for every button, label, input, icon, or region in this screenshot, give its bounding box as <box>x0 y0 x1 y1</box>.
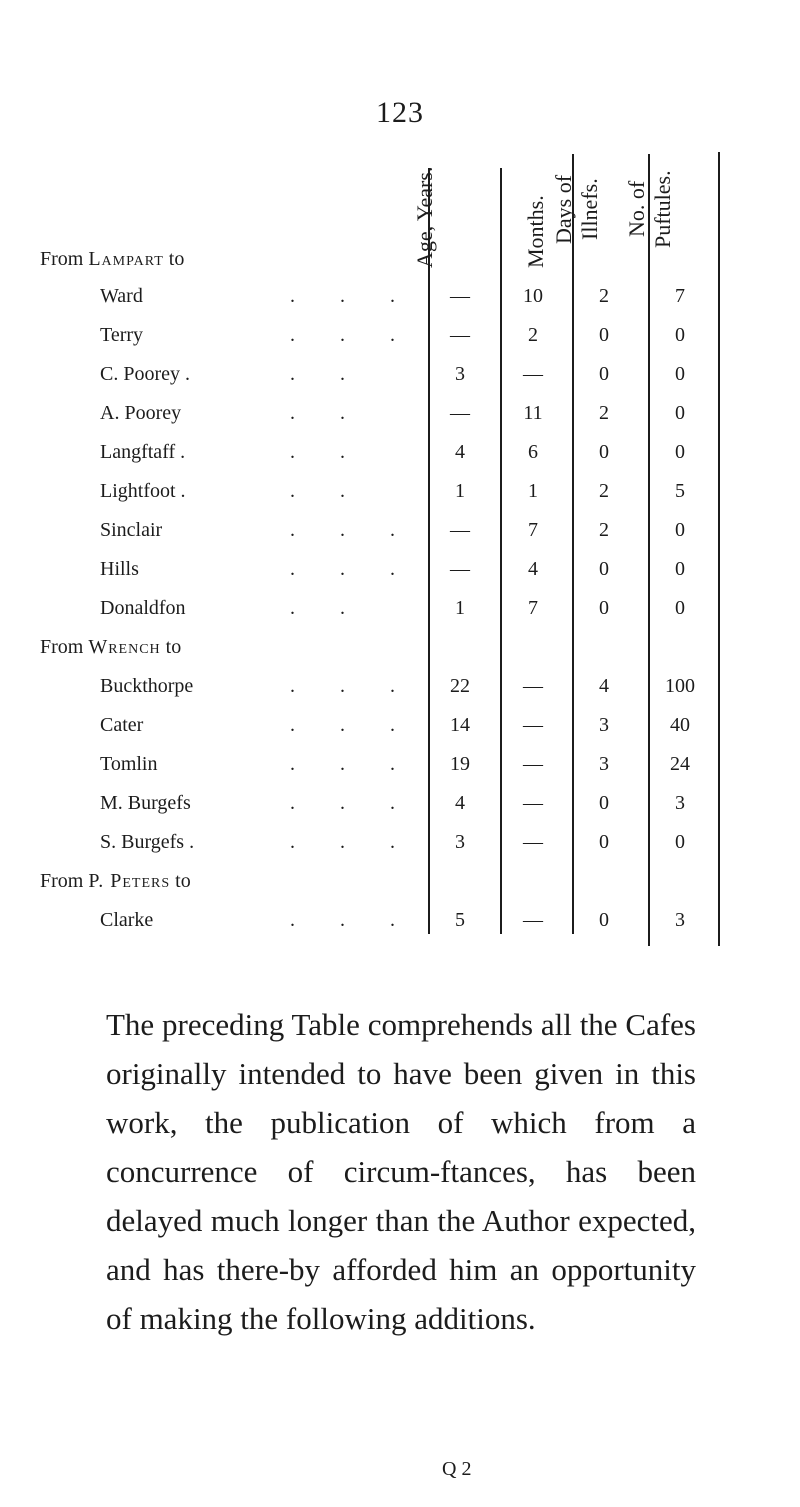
column-heading-label: Age, Years. <box>412 166 437 268</box>
section-heading <box>0 870 800 904</box>
cell-age: 3 <box>455 363 465 385</box>
patient-name: Donaldfon <box>100 597 186 619</box>
cell-months: — <box>523 909 543 931</box>
cell-days: 3 <box>599 714 609 736</box>
table-row <box>0 792 800 826</box>
patient-name: Terry <box>100 324 144 346</box>
table-row <box>0 480 800 514</box>
cell-months: 4 <box>528 558 538 580</box>
section-heading-label <box>40 248 184 271</box>
table-row <box>0 675 800 709</box>
cell-pustules: 0 <box>675 519 685 541</box>
cell-pustules: 0 <box>675 831 685 853</box>
leader-dots: . . . <box>290 324 415 346</box>
cell-pustules: 0 <box>675 441 685 463</box>
cell-pustules: 0 <box>675 363 685 385</box>
section-heading-label <box>40 870 191 893</box>
paragraph-text: The preceding Table comprehends all the Cafes originally intended to have been given in this work, the publication of which from a concurrence of circum-ftances, has been delayed much longer than the Author expected, and has there-by afforded him an opportunity of making the following additions. <box>106 1007 696 1336</box>
cell-pustules: 0 <box>675 597 685 619</box>
patient-name: Cater <box>100 714 144 736</box>
cell-months: 7 <box>528 597 538 619</box>
section-heading-name: P. Peters <box>88 870 171 892</box>
column-heading-label: No. of Puftules. <box>624 170 675 248</box>
cell-age: 19 <box>450 753 470 775</box>
cell-months: 1 <box>528 480 538 502</box>
patient-name: Lightfoot . <box>100 480 186 502</box>
table-row <box>0 285 800 319</box>
patient-name: C. Poorey . <box>100 363 190 385</box>
cases-table <box>0 148 800 948</box>
cell-months: — <box>523 714 543 736</box>
cell-months: — <box>523 675 543 697</box>
patient-name: A. Poorey <box>100 402 182 424</box>
cell-days: 0 <box>599 441 609 463</box>
cell-days: 0 <box>599 909 609 931</box>
leader-dots: . . . <box>290 285 415 307</box>
leader-dots: . . <box>290 597 365 619</box>
leader-dots: . . . <box>290 909 415 931</box>
cell-age: — <box>450 285 470 307</box>
leader-dots: . . . <box>290 675 415 697</box>
leader-dots: . . . <box>290 753 415 775</box>
cell-pustules: 40 <box>670 714 690 736</box>
cell-age: — <box>450 402 470 424</box>
patient-name: Tomlin <box>100 753 158 775</box>
cell-age: 3 <box>455 831 465 853</box>
leader-dots: . . . <box>290 519 415 541</box>
section-heading-suffix: to <box>175 870 191 892</box>
table-row <box>0 441 800 475</box>
cell-months: — <box>523 792 543 814</box>
section-heading-suffix: to <box>165 636 182 658</box>
table-row <box>0 402 800 436</box>
cell-months: — <box>523 363 543 385</box>
cell-days: 0 <box>599 597 609 619</box>
cell-days: 0 <box>599 363 609 385</box>
cell-days: 2 <box>599 519 609 541</box>
table-row <box>0 324 800 358</box>
table-row <box>0 909 800 943</box>
patient-name: Buckthorpe <box>100 675 194 697</box>
cell-pustules: 7 <box>675 285 685 307</box>
cell-pustules: 24 <box>670 753 690 775</box>
cell-months: 7 <box>528 519 538 541</box>
cell-pustules: 3 <box>675 909 685 931</box>
column-heading-label: Months. <box>523 195 548 268</box>
section-heading-name: Lampart <box>88 248 164 270</box>
cell-days: 0 <box>599 558 609 580</box>
cell-age: 5 <box>455 909 465 931</box>
leader-dots: . . . <box>290 714 415 736</box>
table-row <box>0 753 800 787</box>
leader-dots: . . <box>290 441 365 463</box>
cell-days: 2 <box>599 285 609 307</box>
section-heading <box>0 636 800 670</box>
section-heading-prefix: From <box>40 870 84 892</box>
patient-name: M. Burgefs <box>100 792 191 814</box>
cell-pustules: 100 <box>665 675 695 697</box>
table-row <box>0 831 800 865</box>
cell-age: — <box>450 519 470 541</box>
leader-dots: . . <box>290 402 365 424</box>
leader-dots: . . . <box>290 558 415 580</box>
section-heading-prefix: From <box>40 636 84 658</box>
cell-days: 0 <box>599 831 609 853</box>
cell-days: 4 <box>599 675 609 697</box>
table-row <box>0 558 800 592</box>
cell-months: 2 <box>528 324 538 346</box>
body-paragraph <box>106 1000 696 1343</box>
cell-pustules: 0 <box>675 324 685 346</box>
cell-age: — <box>450 324 470 346</box>
cell-days: 3 <box>599 753 609 775</box>
leader-dots: . . . <box>290 831 415 853</box>
section-heading-suffix: to <box>168 248 185 270</box>
section-heading-prefix: From <box>40 248 84 270</box>
cell-age: 14 <box>450 714 470 736</box>
cell-months: 11 <box>523 402 543 424</box>
cell-age: — <box>450 558 470 580</box>
patient-name: Langftaff . <box>100 441 186 463</box>
cell-age: 1 <box>455 480 465 502</box>
patient-name: S. Burgefs . <box>100 831 195 853</box>
cell-months: 10 <box>523 285 543 307</box>
cell-pustules: 5 <box>675 480 685 502</box>
page-number: 123 <box>376 96 424 129</box>
section-heading <box>0 248 800 282</box>
cell-pustules: 3 <box>675 792 685 814</box>
section-heading-name: Wrench <box>88 636 161 658</box>
column-heading-label: Days of Illnefs. <box>551 174 602 244</box>
cell-months: — <box>523 831 543 853</box>
patient-name: Sinclair <box>100 519 163 541</box>
cell-age: 1 <box>455 597 465 619</box>
cell-pustules: 0 <box>675 558 685 580</box>
cell-days: 0 <box>599 324 609 346</box>
table-row <box>0 363 800 397</box>
cell-days: 2 <box>599 480 609 502</box>
leader-dots: . . <box>290 480 365 502</box>
cell-days: 0 <box>599 792 609 814</box>
table-row <box>0 714 800 748</box>
table-row <box>0 519 800 553</box>
section-heading-label <box>40 636 181 659</box>
cell-months: — <box>523 753 543 775</box>
cell-months: 6 <box>528 441 538 463</box>
cell-age: 22 <box>450 675 470 697</box>
catchword: Q 2 <box>442 1458 472 1480</box>
cell-pustules: 0 <box>675 402 685 424</box>
cell-days: 2 <box>599 402 609 424</box>
leader-dots: . . . <box>290 792 415 814</box>
patient-name: Hills <box>100 558 139 580</box>
patient-name: Clarke <box>100 909 154 931</box>
table-row <box>0 597 800 631</box>
cell-age: 4 <box>455 792 465 814</box>
patient-name: Ward <box>100 285 143 307</box>
cell-age: 4 <box>455 441 465 463</box>
leader-dots: . . <box>290 363 365 385</box>
